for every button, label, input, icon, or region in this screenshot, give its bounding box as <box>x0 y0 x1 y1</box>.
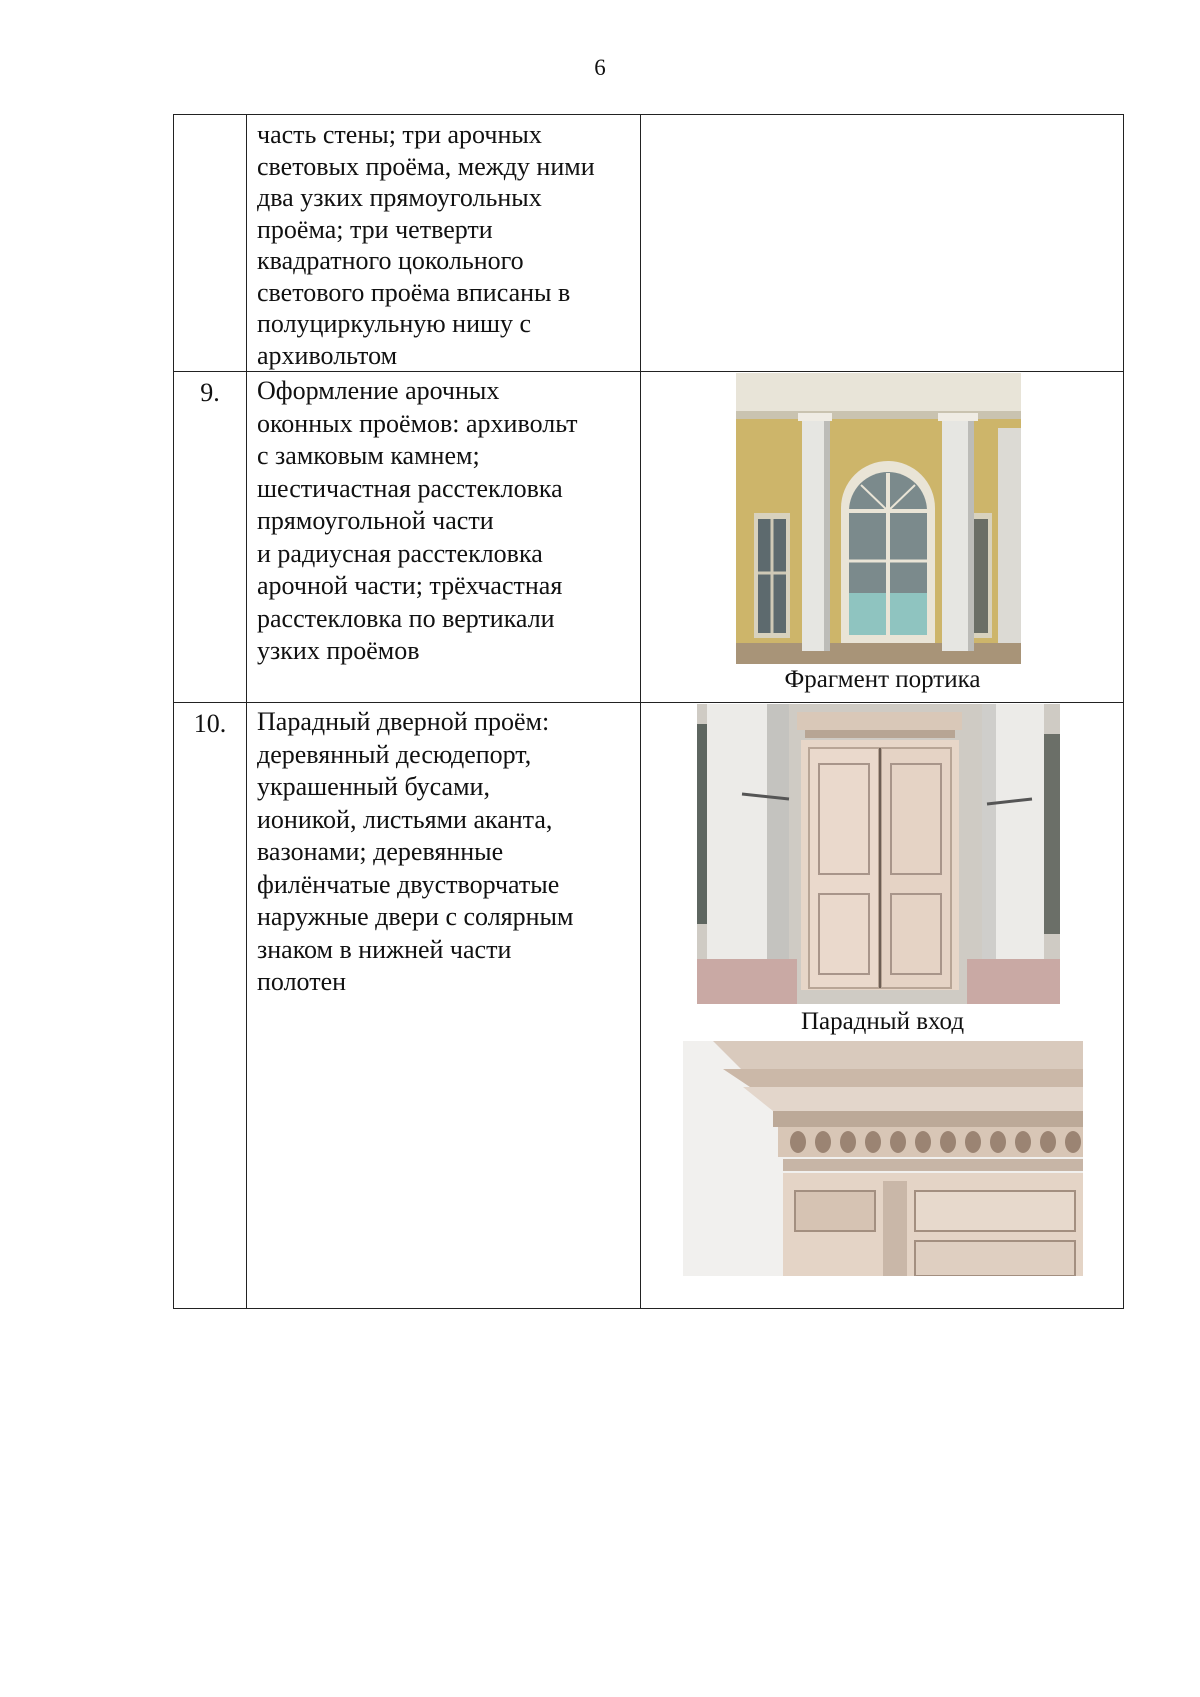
table-row <box>174 115 1124 372</box>
photo-caption: Парадный вход <box>800 1008 965 1035</box>
row-number: 10. <box>193 709 227 738</box>
portico-photo <box>736 373 1021 664</box>
monument-features-table <box>173 114 1124 1309</box>
row-description: часть стены; три арочных световых проёма, между ними два узких прямоугольных проёма; три четверти квадратного цокольного светового проёма вписаны в полуциркульную нишу с архивольтом <box>257 120 595 370</box>
table-row <box>174 372 1124 703</box>
image-cell <box>641 372 1124 703</box>
cornice-detail-photo <box>683 1041 1083 1276</box>
table-row <box>174 703 1124 1309</box>
row-number-cell <box>174 115 247 372</box>
row-number: 9. <box>200 378 220 407</box>
row-number-cell <box>174 372 247 703</box>
row-number <box>174 115 246 121</box>
description-cell <box>247 372 641 703</box>
image-cell <box>641 703 1124 1309</box>
row-description: Оформление арочных оконных проёмов: архивольт с замковым камнем; шестичастная расстекловка прямоугольной части и радиусная расстекловка арочной части; трёхчастная расстекловка по вертикали узких проёмов <box>257 376 578 665</box>
row-number-cell <box>174 703 247 1309</box>
description-cell <box>247 115 641 372</box>
description-cell <box>247 703 641 1309</box>
photo-caption: Фрагмент портика <box>784 666 981 693</box>
row-description: Парадный дверной проём: деревянный десюдепорт, украшенный бусами, ионикой, листьями аканта, вазонами; деревянные филёнчатые двустворчатые наружные двери с солярным знаком в нижней части полотен <box>257 707 574 996</box>
page-number: 6 <box>594 55 606 80</box>
image-cell <box>641 115 1124 372</box>
door-photo <box>697 704 1060 1004</box>
